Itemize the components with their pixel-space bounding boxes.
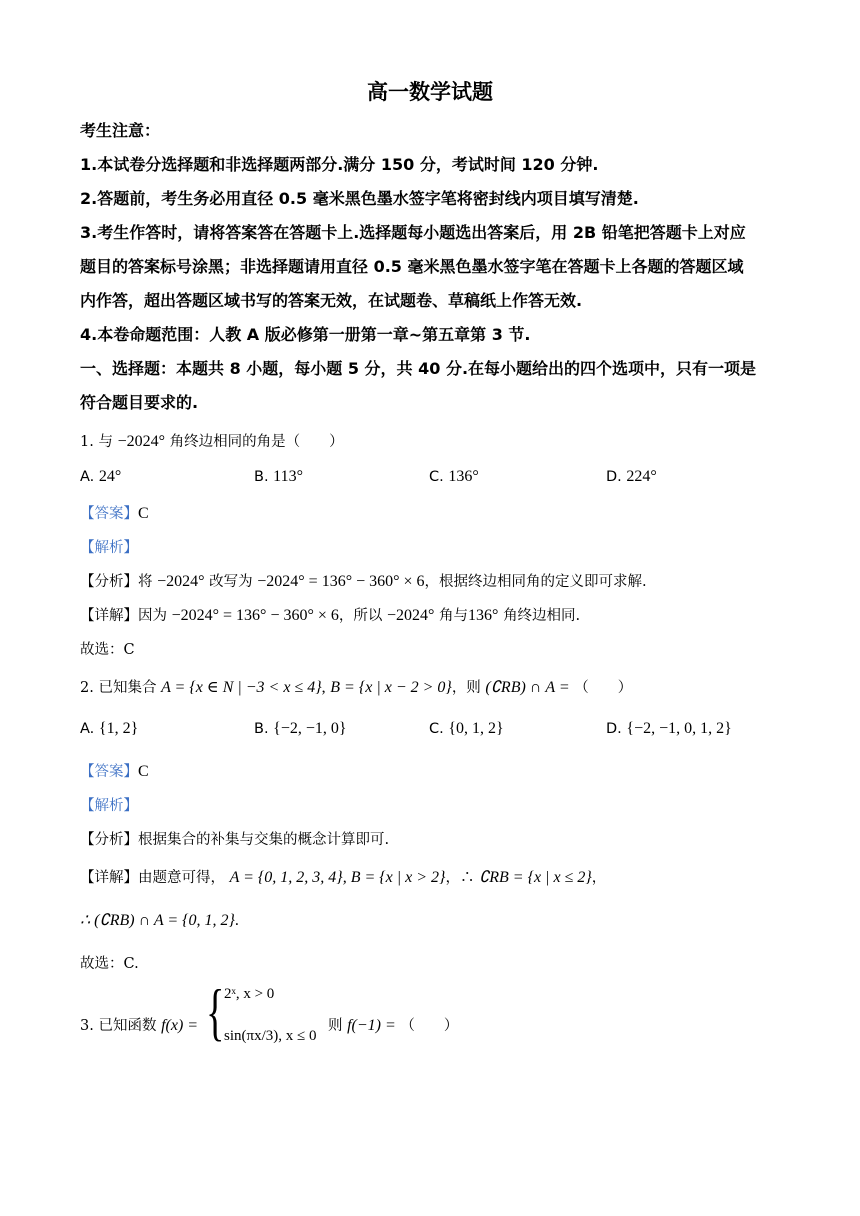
option-letter: B. bbox=[254, 721, 269, 737]
answer-tag: 【答案】 bbox=[80, 506, 138, 522]
fenxi-line bbox=[80, 828, 785, 849]
guxuan-line: 故选：C bbox=[80, 642, 135, 658]
comma: , bbox=[321, 679, 326, 696]
option-letter: D. bbox=[606, 721, 622, 737]
math-expression: (∁RB) ∩ A = bbox=[485, 679, 570, 696]
option-value: {1, 2} bbox=[98, 720, 139, 737]
section-heading-cont: 符合题目要求的. bbox=[80, 393, 199, 412]
question-number: 2. 已知集合 bbox=[80, 680, 157, 696]
text: 角终边相同. bbox=[503, 608, 581, 624]
xiangjie-label: 【详解】 bbox=[80, 608, 138, 624]
answer-line bbox=[80, 760, 785, 781]
notice-item-3-cont: 题目的答案标号涂黑；非选择题请用直径 0.5 毫米黑色墨水签字笔在答题卡上各题的答题区域 bbox=[80, 257, 744, 276]
analysis-label: 【解析】 bbox=[80, 798, 138, 814]
fenxi-label: 【分析】 bbox=[80, 832, 138, 848]
math-expression: B = {x | x − 2 > 0} bbox=[330, 679, 452, 696]
math-expression: −2024° = 136° − 360° × 6 bbox=[257, 573, 425, 590]
answer-paren: （ ） bbox=[574, 680, 633, 696]
fenxi-label: 【分析】 bbox=[80, 574, 138, 590]
math-expression: A = {0, 1, 2, 3, 4}, B = {x | x > 2} bbox=[229, 869, 446, 886]
notice-item-2: 2.答题前，考生务必用直径 0.5 毫米黑色墨水签字笔将密封线内项目填写清楚. bbox=[80, 189, 639, 208]
option-b bbox=[254, 468, 303, 486]
option-value: {−2, −1, 0, 1, 2} bbox=[626, 720, 732, 737]
analysis-label: 【解析】 bbox=[80, 540, 138, 556]
option-value: 24° bbox=[98, 468, 122, 485]
question-text: 角终边相同的角是（ ） bbox=[169, 434, 344, 450]
text: ，所以 bbox=[338, 608, 383, 624]
text: 改写为 bbox=[209, 574, 253, 590]
option-d bbox=[606, 468, 657, 486]
option-value: 136° bbox=[448, 468, 479, 485]
notice-item-4: 4.本卷命题范围：人教 A 版必修第一册第一章~第五章第 3 节. bbox=[80, 325, 531, 344]
text: . bbox=[234, 912, 239, 929]
option-value: 224° bbox=[626, 468, 657, 485]
notice-heading: 考生注意： bbox=[80, 121, 161, 140]
notice-item-3-end: 内作答，超出答题区域书写的答案无效，在试题卷、草稿纸上作答无效. bbox=[80, 291, 583, 310]
text: 因为 bbox=[138, 608, 167, 624]
question-1-stem bbox=[80, 430, 785, 451]
xiangjie-line-2 bbox=[80, 910, 785, 930]
notice-item-1: 1.本试卷分选择题和非选择题两部分.满分 150 分，考试时间 120 分钟. bbox=[80, 155, 599, 174]
text: ，则 bbox=[451, 680, 481, 696]
math-expression: 136° bbox=[468, 607, 499, 624]
option-letter: B. bbox=[254, 469, 269, 485]
piecewise-case-2: sin(πx/3), x ≤ 0 bbox=[224, 1028, 317, 1044]
xiangjie-line bbox=[80, 866, 785, 887]
fenxi-line bbox=[80, 570, 785, 591]
option-c bbox=[429, 468, 479, 486]
option-value: {0, 1, 2} bbox=[448, 720, 504, 737]
option-b bbox=[254, 720, 347, 738]
text: 根据集合的补集与交集的概念计算即可. bbox=[138, 832, 390, 848]
math-expression: −2024° = 136° − 360° × 6 bbox=[171, 607, 339, 624]
option-value: 113° bbox=[273, 468, 303, 485]
math-expression: −2024° bbox=[117, 433, 165, 450]
question-number: 3. 已知函数 bbox=[80, 1018, 157, 1034]
text: 由题意可得， bbox=[138, 870, 225, 886]
piecewise-brace: { bbox=[206, 976, 225, 1047]
math-expression: ∴ (∁RB) ∩ A = {0, 1, 2} bbox=[80, 912, 235, 929]
option-letter: C. bbox=[429, 721, 444, 737]
answer-tag: 【答案】 bbox=[80, 764, 138, 780]
math-expression: ∁RB = {x | x ≤ 2} bbox=[479, 869, 592, 886]
math-expression: −2024° bbox=[157, 573, 205, 590]
option-c bbox=[429, 720, 504, 738]
option-letter: A. bbox=[80, 469, 95, 485]
question-2-stem bbox=[80, 676, 785, 697]
xiangjie-line bbox=[80, 604, 785, 625]
piecewise-case-1: 2ˣ, x > 0 bbox=[224, 986, 275, 1002]
option-letter: D. bbox=[606, 469, 622, 485]
analysis-tag bbox=[80, 536, 785, 557]
answer-paren: （ ） bbox=[400, 1018, 459, 1034]
text: 将 bbox=[138, 574, 153, 590]
option-d bbox=[606, 720, 732, 738]
question-number: 1. 与 bbox=[80, 434, 113, 450]
page-title: 高一数学试题 bbox=[367, 80, 493, 104]
notice-item-3: 3.考生作答时，请将答案答在答题卡上.选择题每小题选出答案后，用 2B 铅笔把答题卡上对应 bbox=[80, 223, 746, 242]
text: ，根据终边相同角的定义即可求解. bbox=[424, 574, 647, 590]
math-expression: f(x) = bbox=[161, 1017, 199, 1034]
option-letter: A. bbox=[80, 721, 95, 737]
guxuan-line: 故选：C. bbox=[80, 956, 139, 972]
option-value: {−2, −1, 0} bbox=[273, 720, 347, 737]
text: 角与 bbox=[439, 608, 469, 624]
math-expression: −2024° bbox=[387, 607, 435, 624]
option-letter: C. bbox=[429, 469, 444, 485]
text: 则 bbox=[328, 1018, 343, 1034]
math-expression: f(−1) = bbox=[347, 1017, 396, 1034]
math-expression: A = {x ∈ N | −3 < x ≤ 4} bbox=[161, 679, 322, 696]
option-a bbox=[80, 468, 121, 486]
text: ，∴ bbox=[445, 870, 475, 886]
text: ， bbox=[591, 870, 607, 886]
answer-value: C bbox=[138, 763, 149, 780]
answer-line bbox=[80, 502, 785, 523]
option-a bbox=[80, 720, 138, 738]
answer-value: C bbox=[138, 505, 149, 522]
question-3-tail bbox=[328, 1014, 458, 1035]
analysis-tag bbox=[80, 794, 785, 815]
section-heading: 一、选择题：本题共 8 小题，每小题 5 分，共 40 分.在每小题给出的四个选项中，只有一项是 bbox=[80, 359, 757, 378]
xiangjie-label: 【详解】 bbox=[80, 870, 138, 886]
